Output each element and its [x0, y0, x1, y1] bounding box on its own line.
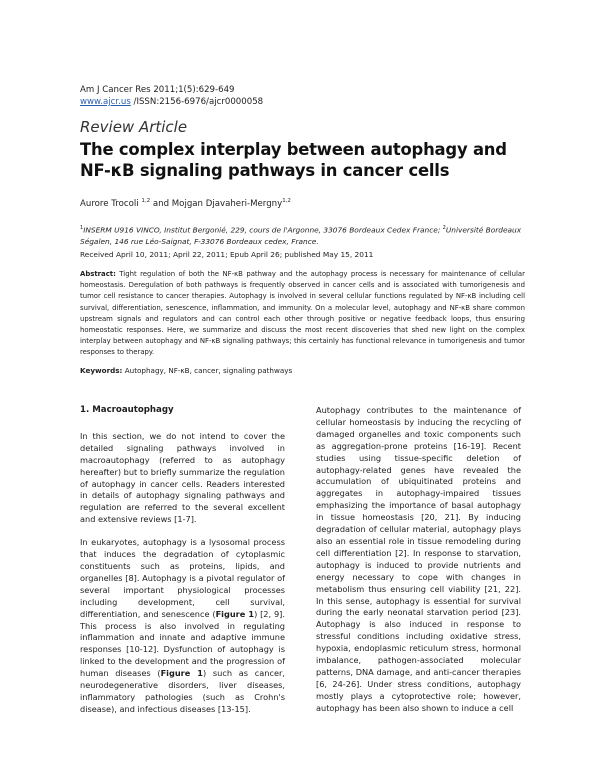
- paragraph-text: ) such as cancer, neurodegenerative disorders, liver diseases, inflammatory pathologies (such as Crohn's disease), and infectious diseases [13-15].: [80, 668, 285, 714]
- affiliation-mark: 2: [442, 225, 446, 231]
- author-affiliation-mark: 1,2: [141, 198, 151, 204]
- journal-url-line: [80, 96, 263, 108]
- article-title: The complex interplay between autophagy and NF-κB signaling pathways in cancer cells: [80, 140, 507, 180]
- journal-link[interactable]: www.ajcr.us: [80, 97, 131, 107]
- journal-citation: Am J Cancer Res 2011;1(5):629-649: [80, 85, 235, 95]
- author-name: Mojgan Djavaheri-Mergny: [171, 198, 283, 209]
- author-name: Aurore Trocoli: [80, 198, 139, 209]
- publication-dates: Received April 10, 2011; April 22, 2011; Epub April 26; published May 15, 2011: [80, 250, 374, 259]
- abstract: [80, 269, 525, 359]
- body-column-right: [316, 405, 521, 715]
- authors: [80, 198, 291, 209]
- paragraph-text: In eukaryotes, autophagy is a lysosomal process that induces the degradation of cytoplasmic constituents such as proteins, lipids, and organelles [8]. Autophagy is a pivotal regulator of several important physiological processes including development, cell survival, differentiation, and senescence (: [80, 537, 285, 619]
- author-conjunction: and: [152, 198, 170, 209]
- keywords: [80, 366, 292, 375]
- journal-issn: /ISSN:2156-6976/ajcr0000058: [133, 97, 264, 107]
- figure-reference[interactable]: Figure 1: [215, 608, 255, 619]
- abstract-text: Tight regulation of both the NF-κB pathway and the autophagy process is necessary for maintenance of cellular homeostasis. Deregulation of both pathways is frequently observed in cancer cells and is associated with tumorigenesis and tumor cell resistance to cancer therapies. Autophagy is involved in several cellular functions regulated by NF-κB including cell survival, differentiation, senescence, inflammation, and immunity. On a molecular level, autophagy and NF-κB share common upstream signals and regulators and can control each other through positive or negative feedback loops, thus ensuring homeostatic responses. Here, we summarize and discuss the most recent discoveries that shed new light on the complex interplay between autophagy and NF-κB signaling pathways; this certainly has functional relevance in tumorigenesis and tumor responses to therapy.: [80, 270, 525, 357]
- abstract-label: Abstract:: [80, 270, 116, 278]
- paragraph-text: ) [2, 9]. This process is also involved in regulating inflammation and innate and adaptive immune responses [10-12]. Dysfunction of autophagy is linked to the development and the progression of human diseases (: [80, 608, 285, 679]
- affiliations: [80, 222, 525, 248]
- paragraph: Autophagy contributes to the maintenance of cellular homeostasis by inducing the recycling of damaged organelles and toxic components such as aggregation-prone proteins [16-19]. Recent studies using tissue-specific deletion of autophagy-related genes have revealed the accumulation of ubiquitinated proteins and aggregates in autophagy-impaired tissues emphasizing the importance of basal autophagy in tissue homeostasis [20, 21]. By inducing degradation of cellular material, autophagy plays also an essential role in tissue remodeling during cell differentiation [2]. In response to starvation, autophagy is induced to provide nutrients and energy necessary to cope with changes in metabolism thus ensuring cell viability [21, 22]. In this sense, autophagy is essential for survival during the early neonatal starvation period [23]. Autophagy is also induced in response to stressful conditions including oxidative stress, hypoxia, endoplasmic reticulum stress, hormonal imbalance, pathogen-associated molecular patterns, DNA damage, and anti-cancer therapies [6, 24-26]. Under stress conditions, autophagy mostly plays a cytoprotective role; however, autophagy has been also shown to induce a cell: [316, 405, 521, 713]
- paragraph: In this section, we do not intend to cover the detailed signaling pathways involved in macroautophagy (referred to as autophagy hereafter) but to briefly summarize the regulation of autophagy in cancer cells. Readers interested in details of autophagy signaling pathways and regulation are referred to the several excellent and extensive reviews [1-7].: [80, 430, 285, 525]
- keywords-text: Autophagy, NF-κB, cancer, signaling pathways: [124, 366, 293, 375]
- body-column-left: [80, 405, 285, 716]
- figure-reference[interactable]: Figure 1: [160, 668, 203, 679]
- paragraph: [80, 537, 285, 716]
- affiliation-mark: 1: [80, 225, 84, 231]
- section-heading: 1. Macroautophagy: [80, 405, 174, 415]
- journal-header: [80, 84, 263, 108]
- affiliation: INSERM U916 VINCO, Institut Bergonié, 229, cours de l'Argonne, 33076 Bordeaux Cedex France;: [83, 225, 441, 235]
- author-affiliation-mark: 1,2: [282, 198, 291, 204]
- article-type: Review Article: [80, 118, 188, 136]
- keywords-label: Keywords:: [80, 366, 123, 375]
- affiliation: Université Bordeaux Ségalen, 146 rue Léo-Saignat, F-33076 Bordeaux cedex, France.: [80, 225, 522, 247]
